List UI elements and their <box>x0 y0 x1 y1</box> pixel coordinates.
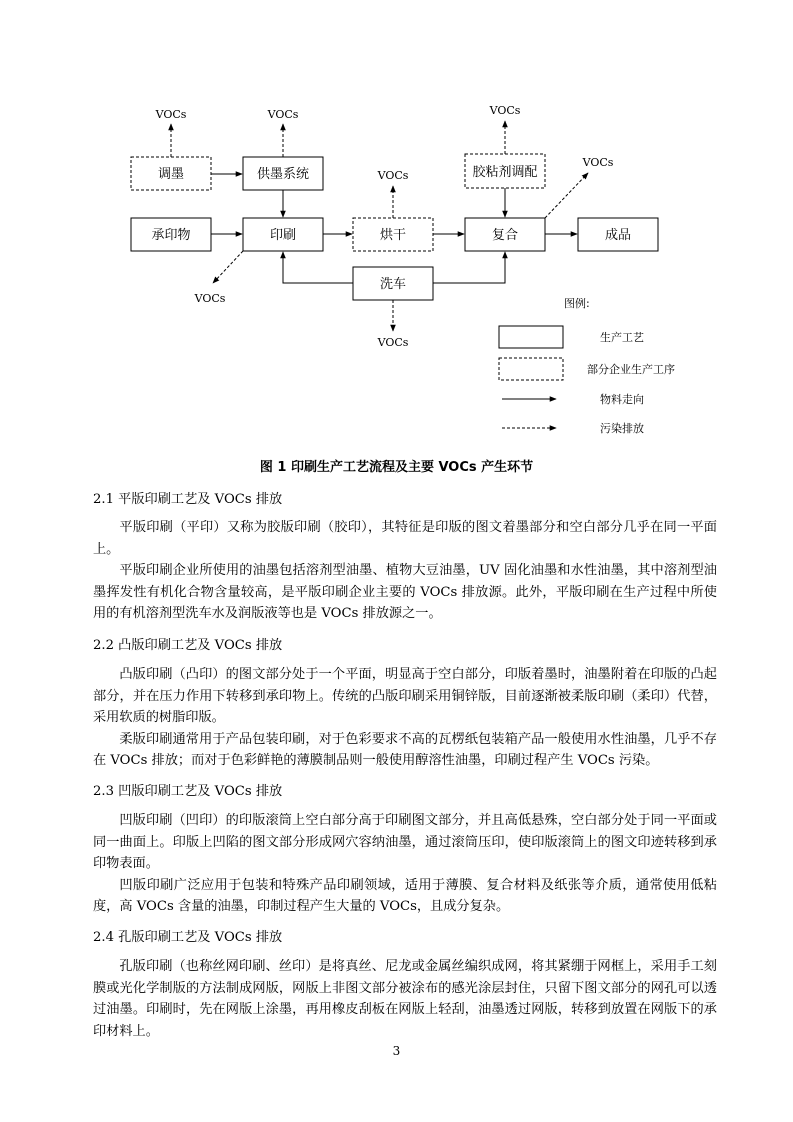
label-honggan: 烘干 <box>379 228 407 243</box>
legend-partial-swatch <box>499 358 563 380</box>
section-body-2-4 <box>93 956 717 1042</box>
section-heading-2-3: 2.3 凹版印刷工艺及 VOCs 排放 <box>93 784 283 799</box>
vocs-label-xiche: VOCs <box>377 336 409 349</box>
legend-process-label: 生产工艺 <box>600 331 644 344</box>
legend-pollution-label: 污染排放 <box>600 422 644 435</box>
legend-title: 图例: <box>564 297 590 310</box>
legend-partial-label: 部分企业生产工序 <box>587 363 675 376</box>
arrow-xiche-yinshua <box>283 252 353 283</box>
label-xiche: 洗车 <box>379 277 407 292</box>
label-chengyinwu: 承印物 <box>151 228 191 243</box>
paragraph: 柔版印刷通常用于产品包装印刷，对于色彩要求不高的瓦楞纸包装箱产品一般使用水性油墨，几乎不存在 VOCs 排放；而对于色彩鲜艳的薄膜制品则一般使用醇溶性油墨，印刷过程产生 VOCs 污染。 <box>93 731 717 768</box>
paragraph: 凹版印刷广泛应用于包装和特殊产品印刷领域，适用于薄膜、复合材料及纸张等介质，通常使用低粘度，高 VOCs 含量的油墨，印制过程产生大量的 VOCs，且成分复杂。 <box>93 877 717 914</box>
label-fuhe: 复合 <box>491 228 519 243</box>
figure-caption: 图 1 印刷生产工艺流程及主要 VOCs 产生环节 <box>259 460 534 475</box>
emission-yinshua <box>213 251 243 283</box>
section-heading-2-2: 2.2 凸版印刷工艺及 VOCs 排放 <box>93 638 283 653</box>
label-tiaomo: 调墨 <box>157 167 185 182</box>
section-heading-2-1: 2.1 平版印刷工艺及 VOCs 排放 <box>93 492 283 507</box>
arrow-xiche-fuhe <box>433 252 505 283</box>
emission-fuhe <box>545 173 588 218</box>
section-body-2-2 <box>93 664 717 772</box>
label-jiaonianji: 胶粘剂调配 <box>472 165 538 180</box>
vocs-label-honggan: VOCs <box>377 169 409 182</box>
label-gongmo: 供墨系统 <box>256 167 310 182</box>
page-number: 3 <box>392 1044 401 1058</box>
vocs-label-gongmo: VOCs <box>267 108 299 121</box>
label-chengpin: 成品 <box>604 228 632 243</box>
vocs-label-tiaomo: VOCs <box>155 108 187 121</box>
section-body-2-3 <box>93 810 717 918</box>
paragraph: 凸版印刷（凸印）的图文部分处于一个平面，明显高于空白部分，印版着墨时，油墨附着在印版的凸起部分，并在压力作用下转移到承印物上。传统的凸版印刷采用铜锌版，目前逐渐被柔版印刷（柔印）代替，采用软质的树脂印版。 <box>93 667 717 725</box>
paragraph: 孔版印刷（也称丝网印刷、丝印）是将真丝、尼龙或金属丝编织成网，将其紧绷于网框上，采用手工刻膜或光化学制版的方法制成网版，网版上非图文部分被涂布的感光涂层封住，只留下图文部分的网孔可以透过油墨。印刷时，先在网版上涂墨，再用橡皮刮板在网版上轻刮，油墨透过网版，转移到放置在网版下的承印材料上。 <box>93 959 717 1039</box>
process-flow-diagram <box>0 0 793 450</box>
legend-material-label: 物料走向 <box>600 393 644 406</box>
legend-process-swatch <box>499 326 563 348</box>
paragraph: 平版印刷企业所使用的油墨包括溶剂型油墨、植物大豆油墨，UV 固化油墨和水性油墨，其中溶剂型油墨挥发性有机化合物含量较高，是平版印刷企业主要的 VOCs 排放源。此外，平版印刷在生产过程中所使用的有机溶剂型洗车水及润版液等也是 VOCs 排放源之一。 <box>93 563 717 621</box>
section-heading-2-4: 2.4 孔版印刷工艺及 VOCs 排放 <box>93 930 283 945</box>
section-body-2-1 <box>93 517 717 625</box>
vocs-label-fuhe: VOCs <box>582 156 614 169</box>
vocs-label-yinshua: VOCs <box>194 292 226 305</box>
paragraph: 凹版印刷（凹印）的印版滚筒上空白部分高于印刷图文部分，并且高低悬殊，空白部分处于同一平面或同一曲面上。印版上凹陷的图文部分形成网穴容纳油墨，通过滚筒压印，使印版滚筒上的图文印迹转移到承印物表面。 <box>93 813 717 871</box>
paragraph: 平版印刷（平印）又称为胶版印刷（胶印），其特征是印版的图文着墨部分和空白部分几乎在同一平面上。 <box>93 520 717 557</box>
vocs-label-jiaonianji: VOCs <box>489 104 521 117</box>
label-yinshua: 印刷 <box>269 228 297 243</box>
